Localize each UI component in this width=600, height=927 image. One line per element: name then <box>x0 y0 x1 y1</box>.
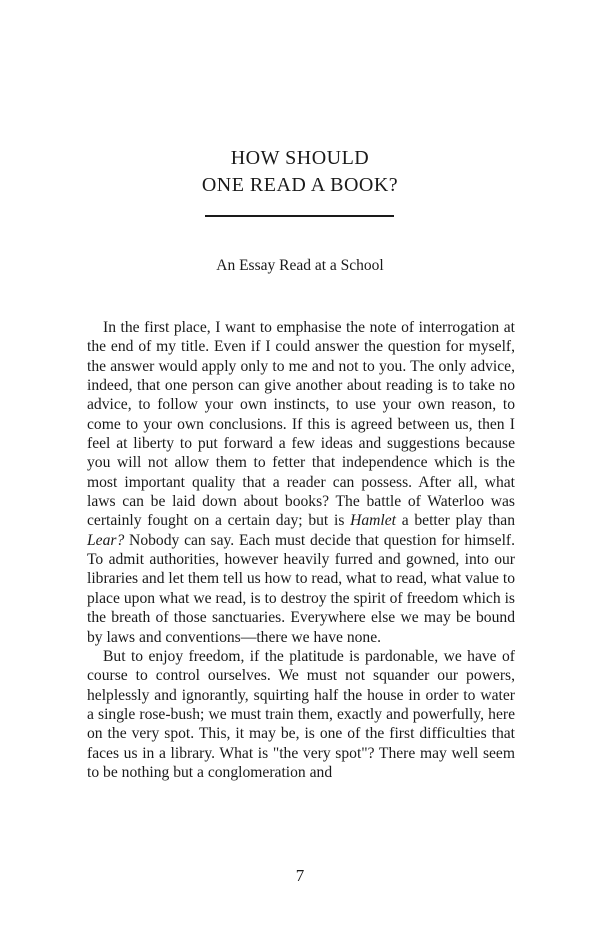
paragraph-2: But to enjoy freedom, if the platitude is pardonable, we have of course to control ourselves. We must not squander our powers, helplessly and ignorantly, squirting half the house in order to water a single rose-bush; we must train them, exactly and powerfully, here on the very spot. This, it may be, is one of the first difficulties that faces us in a library. What is "the very spot"? There may well seem to be nothing but a conglomeration and <box>87 647 515 781</box>
italic-hamlet: Hamlet <box>350 512 397 530</box>
chapter-title-line-1: HOW SHOULD <box>230 147 370 169</box>
paragraph-1 <box>87 318 515 647</box>
title-divider <box>205 215 394 217</box>
paragraph-1-part-3: Nobody can say. Each must decide that question for himself. To admit authorities, however heavily furred and gowned, into our libraries and let them tell us how to read, what to read, what value to place upon what we read, is to destroy the spirit of freedom which is the breath of those sanctuaries. Everywhere else we may be bound by laws and conventions—there we have none. <box>87 531 515 646</box>
paragraph-1-part-1: In the first place, I want to emphasise the note of interrogation at the end of my title. Even if I could answer the question for myself, the answer would apply only to me and not to you. The only advice, indeed, that one person can give another about reading is to take no advice, to follow your own instincts, to use your own reason, to come to your own conclusions. If this is agreed between us, then I feel at liberty to put forward a few ideas and suggestions because you will not allow them to fetter that independence which is the most important quality that a reader can possess. After all, what laws can be laid down about books? The battle of Waterloo was certainly fought on a certain day; but is <box>87 319 515 530</box>
body-text <box>87 318 515 782</box>
chapter-title <box>0 145 600 199</box>
chapter-title-line-2: ONE READ A BOOK? <box>201 174 399 196</box>
paragraph-1-part-2: a better play than <box>396 512 515 530</box>
page-number: 7 <box>295 866 305 885</box>
italic-lear: Lear? <box>87 531 125 549</box>
chapter-subtitle: An Essay Read at a School <box>216 257 384 274</box>
